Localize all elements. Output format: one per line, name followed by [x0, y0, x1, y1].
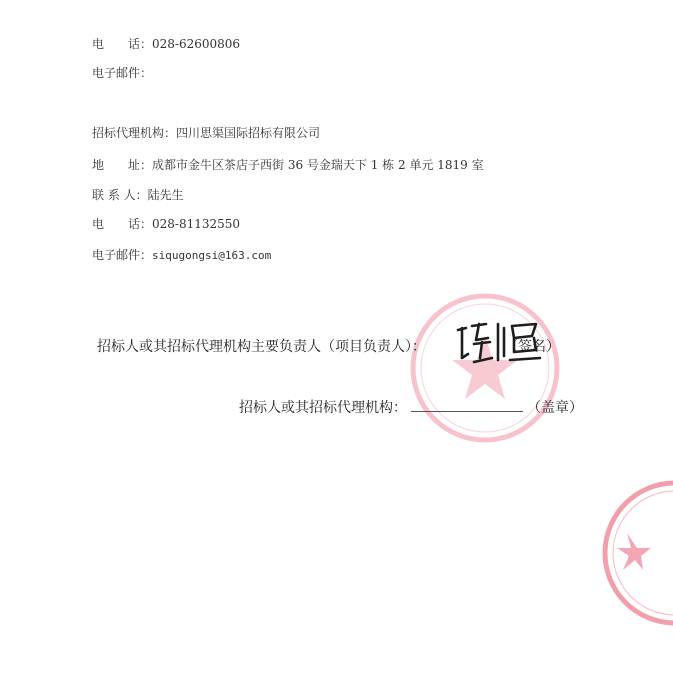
leader-signature-label: 招标人或其招标代理机构主要负责人（项目负责人）： [97, 339, 426, 355]
agency-email-row [92, 246, 271, 263]
agency-contact-row [92, 186, 184, 203]
agency-contact-label: 联 系 人： [92, 188, 148, 202]
agency-email-label: 电子邮件： [92, 248, 153, 262]
agency-phone: 028-81132550 [152, 217, 241, 231]
agency-stamp-row [239, 397, 583, 417]
agency-name-label: 招标代理机构： [92, 126, 177, 140]
agency-stamp-label: 招标人或其招标代理机构： [239, 400, 407, 416]
agency-email: siqugongsi@163.com [152, 249, 272, 262]
agency-address-row [92, 156, 484, 173]
agency-phone-label: 电 话： [92, 217, 153, 231]
agency-stamp-suffix: （盖章） [527, 400, 583, 416]
tenderee-phone-label: 电 话： [92, 37, 153, 51]
handwritten-signature [452, 318, 544, 368]
agency-name-row [92, 124, 320, 141]
partial-seal-stamp [597, 478, 673, 628]
stamp-blank-line [411, 397, 523, 412]
tenderee-email-row [92, 64, 152, 81]
agency-address: 成都市金牛区茶店子西街 36 号金瑞天下 1 栋 2 单元 1819 室 [152, 158, 484, 172]
agency-phone-row [92, 215, 240, 232]
agency-address-label: 地 址： [92, 158, 153, 172]
agency-seal-stamp [405, 288, 565, 448]
tenderee-phone: 028-62600806 [152, 37, 241, 51]
leader-signature-suffix: （签名） [504, 339, 560, 355]
agency-name: 四川思渠国际招标有限公司 [176, 126, 321, 140]
agency-contact: 陆先生 [147, 188, 184, 202]
tenderee-email-label: 电子邮件： [92, 66, 153, 80]
tenderee-phone-row [92, 35, 240, 52]
